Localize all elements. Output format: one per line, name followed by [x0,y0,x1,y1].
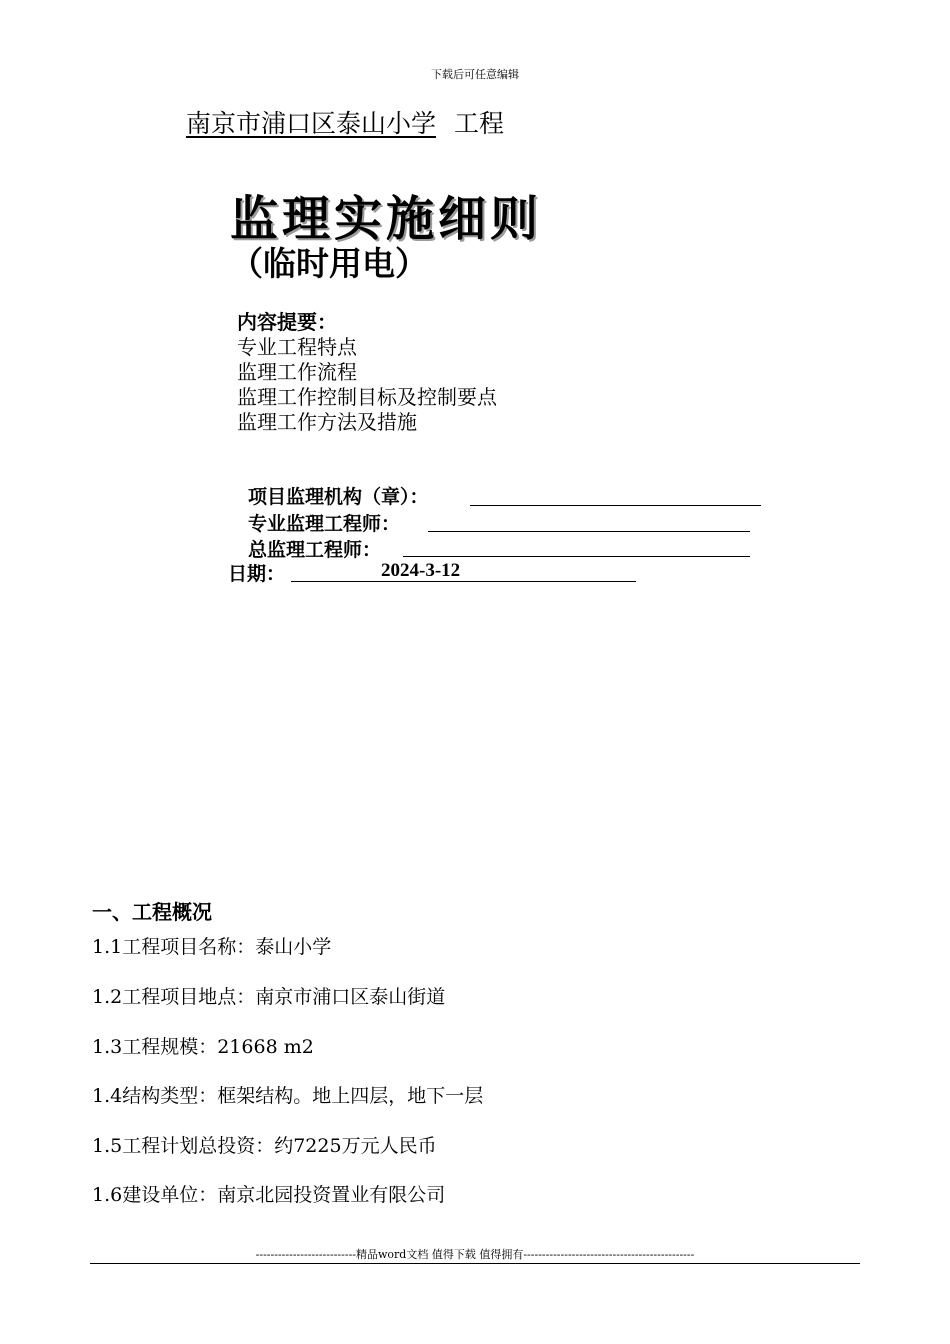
overview-item: 1.3工程规模：21668 m2 [92,1036,314,1058]
footer-text: ---------------------------精品word文档 值得下载 值得拥有---------------------------------------------- [255,1248,695,1261]
overview-item: 1.4结构类型：框架结构。地上四层，地下一层 [92,1085,484,1107]
overview-item: 1.1工程项目名称：泰山小学 [92,936,332,958]
date-value: 2024-3-12 [381,560,461,581]
date-label: 日期： [228,563,286,585]
footer-rule [90,1263,860,1264]
chief-engineer-label: 总监理工程师： [248,539,382,561]
chief-engineer-line [403,556,750,557]
document-title: 监理实施细则 [230,191,543,247]
specialist-engineer-label: 专业监理工程师： [248,513,401,535]
summary-item: 监理工作控制目标及控制要点 [237,385,497,409]
project-suffix: 工程 [454,109,505,138]
specialist-engineer-line [428,531,750,532]
summary-item: 专业工程特点 [237,335,357,359]
project-name: 南京市浦口区泰山小学 [186,109,437,138]
overview-item: 1.6建设单位：南京北园投资置业有限公司 [92,1184,446,1206]
overview-item: 1.2工程项目地点：南京市浦口区泰山街道 [92,986,446,1008]
summary-item: 监理工作流程 [237,360,357,384]
document-subtitle: （临时用电） [230,244,428,283]
overview-item: 1.5工程计划总投资：约7225万元人民币 [92,1135,437,1157]
section-title: 一、工程概况 [92,900,212,924]
org-seal-label: 项目监理机构（章）： [248,486,429,508]
summary-heading: 内容提要： [237,310,337,334]
org-seal-line [470,505,761,506]
content-summary [237,310,497,435]
date-line [291,581,636,582]
header-note: 下载后可任意编辑 [431,68,519,81]
project-line [186,104,504,140]
summary-item: 监理工作方法及措施 [237,410,417,434]
